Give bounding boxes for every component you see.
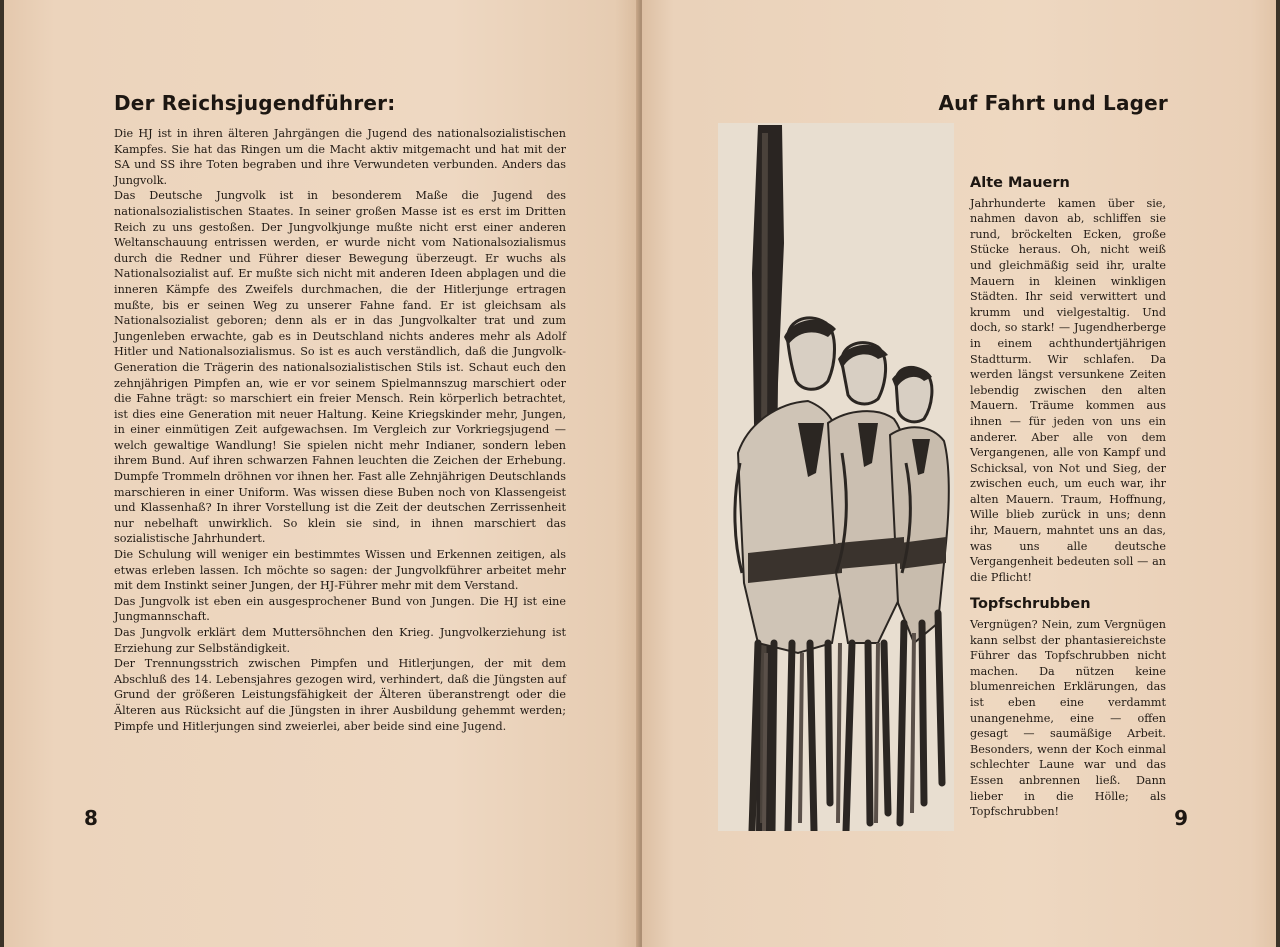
left-page-heading: Der Reichsjugendführer:	[114, 91, 396, 115]
paragraph: Das Deutsche Jungvolk ist in besonderem Maße die Jugend des nationalsozialistischen Staates. In seiner großen Masse ist es erst im Dritten Reich zu uns gestoßen. Der Jungvolkjunge mußte nicht erst einer anderen Weltanschauung entrissen werden, er wurde nicht vom Nationalsozialismus durch die Redner und Führer dieser Bewegung überzeugt. Er wuchs als Nationalsozialist auf. Er mußte sich nicht mit anderen Ideen abplagen und die inneren Kämpfe des Zweifels durchmachen, die der Hitlerjunge ertragen mußte, bis er seinen Weg zu unserer Fahne fand. Er ist gleichsam als Nationalsozialist geboren; denn als er in das Jungvolkalter trat und zum Jungenleben erwachte, gab es in Deutschland nichts anderes mehr als Adolf Hitler und Nationalsozialismus. So ist es auch verständlich, daß die Jungvolk-Generation die Trägerin des nationalsozialistischen Stils ist. Schaut euch den zehnjährigen Pimpfen an, wie er vor seinem Spielmannszug marschiert oder die Fahne trägt: so marschiert ein freier Mensch. Rein körperlich betrachtet, ist dies eine Generation mit neuer Haltung. Keine Kriegskinder mehr, Jungen, in einer einmütigen Zeit aufgewachsen. Im Vergleich zur Vorkriegsjugend — welch gewaltige Wandlung! Sie spielen nicht mehr Indianer, sondern leben ihrem Bund. Auf ihren schwarzen Fahnen leuchten die Zeichen der Erhebung. Dumpfe Trommeln dröhnen vor ihnen her. Fast alle Zehnjährigen Deutschlands marschieren in einer Uniform. Was wissen diese Buben noch von Klassengeist und Klassenhaß? In ihrer Vorstellung ist die Zeit der deutschen Zerrissenheit nur nebelhaft unwirklich. So klein sie sind, in ihnen marschiert das sozialistische Jahrhundert.	[114, 189, 566, 546]
paragraph: Der Trennungsstrich zwischen Pimpfen und Hitlerjungen, der mit dem Abschluß des 14. Lebensjahres gezogen wird, verhindert, daß die Jüngsten auf Grund der größeren Leistungsfähigkeit der Älteren überanstrengt oder die Älteren aus Rücksicht auf die Jüngsten in ihrer Ausbildung gehemmt werden; Pimpfe und Hitlerjungen sind zweierlei, aber beide sind eine Jugend.	[114, 657, 566, 733]
page-number-right: 9	[1174, 806, 1188, 830]
paragraph: Die HJ ist in ihren älteren Jahrgängen die Jugend des nationalsozialistischen Kampfes. Sie hat das Ringen um die Macht aktiv mitgemacht und hat mit der SA und SS ihre Toten begraben und ihre Verwundeten verbunden. Anders das Jungvolk.	[114, 127, 566, 187]
page-number-left: 8	[84, 806, 98, 830]
left-page-body	[114, 126, 566, 734]
left-page	[4, 0, 640, 947]
paragraph: Die Schulung will weniger ein bestimmtes Wissen und Erkennen zeitigen, als etwas erleben lassen. Ich möchte so sagen: der Jungvolkführer arbeitet mehr mit dem Instinkt seiner Jungen, der HJ-Führer mehr mit dem Verstand.	[114, 548, 566, 593]
flag-bearer-boys-sketch-icon	[718, 123, 954, 831]
section-title-topfschrubben: Topfschrubben	[970, 596, 1091, 613]
section-text-topfschrubben: Vergnügen? Nein, zum Vergnügen kann selbst der phantasiereichste Führer das Topfschrubben nicht machen. Da nützen keine blumenreichen Erklärungen, das ist eben eine verdammt unangenehme, eine — offen gesagt — saumäßige Arbeit. Besonders, wenn der Koch einmal schlechter Laune war und das Essen anbrennen ließ. Dann lieber in die Hölle; als Topfschrubben!	[970, 618, 1166, 819]
section-text-alte-mauern: Jahrhunderte kamen über sie, nahmen davon ab, schliffen sie rund, bröckelten Ecken, große Stücke heraus. Oh, nicht weiß und gleichmäßig seid ihr, uralte Mauern in kleinen winkligen Städten. Ihr seid verwittert und krumm und vielgestaltig. Und doch, so stark! — Jugendherberge in einem achthundertjährigen Stadtturm. Wir schlafen. Da werden längst versunkene Zeiten lebendig zwischen den alten Mauern. Träume kommen aus ihnen — für jeden von uns ein anderer. Aber alle von dem Vergangenen, alle von Kampf und Schicksal, von Not und Sieg, der zwischen euch, um euch war, ihr alten Mauern. Traum, Hoffnung, Wille blieb zurück in uns; denn ihr, Mauern, mahntet uns an das, was uns alle deutsche Vergangenheit bedeuten soll — an die Pflicht!	[970, 196, 1166, 584]
flag-bearer-illustration	[718, 123, 954, 831]
right-page-heading: Auf Fahrt und Lager	[938, 91, 1168, 115]
paragraph: Das Jungvolk ist eben ein ausgesprochener Bund von Jungen. Die HJ ist eine Jungmannschaft.	[114, 594, 566, 624]
right-page-body	[970, 176, 1166, 832]
section-title-alte-mauern: Alte Mauern	[970, 175, 1070, 191]
paragraph: Das Jungvolk erklärt dem Muttersöhnchen den Krieg. Jungvolkerziehung ist Erziehung zur Selbständigkeit.	[114, 626, 566, 655]
right-page	[642, 0, 1276, 947]
